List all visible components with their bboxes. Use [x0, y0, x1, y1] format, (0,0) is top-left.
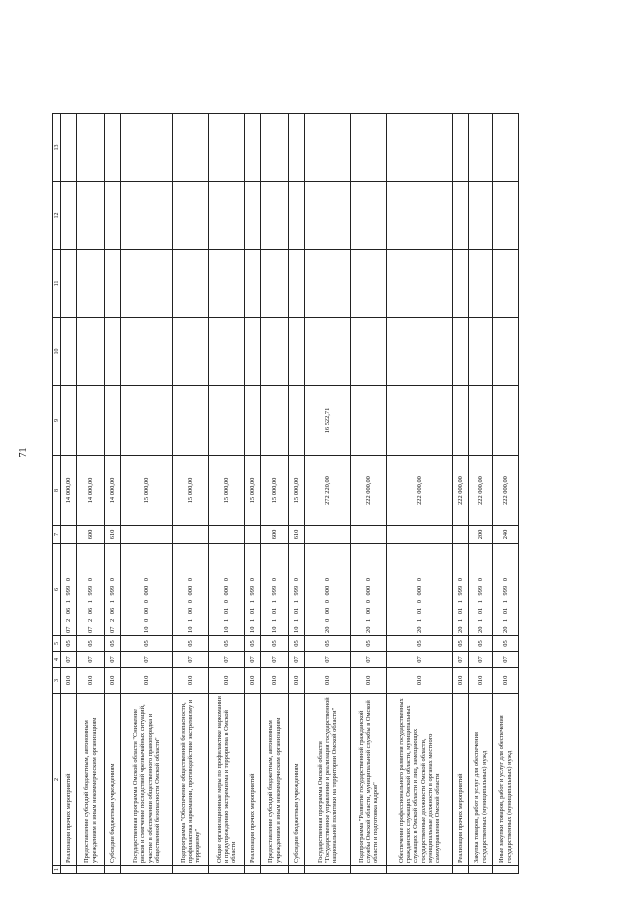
amount-cell: 15 000,00	[121, 456, 173, 526]
cell	[305, 114, 351, 182]
target-code-cell: 20 1 01 0 000 0	[387, 544, 453, 636]
ministry-code-cell: 010	[453, 668, 469, 694]
amount-cell	[261, 386, 289, 456]
cell	[305, 318, 351, 386]
cell	[245, 114, 261, 182]
subsection-cell: 05	[77, 636, 105, 652]
cell	[493, 182, 519, 250]
subsection-cell: 05	[289, 636, 305, 652]
ministry-code-cell: 010	[209, 668, 245, 694]
cell	[105, 318, 121, 386]
cell	[77, 318, 105, 386]
amount-cell	[493, 386, 519, 456]
table-row	[289, 114, 305, 874]
column-number-cell: 6	[53, 544, 61, 636]
amount-cell: 222 000,00	[453, 456, 469, 526]
subsection-cell: 05	[453, 636, 469, 652]
table-row	[173, 114, 209, 874]
cell	[453, 318, 469, 386]
row-label: Закупка товаров, работ и услуг для обеспечения государственных (муниципальных) нужд	[469, 694, 493, 866]
section-cell: 07	[493, 652, 519, 668]
amount-cell: 14 000,00	[61, 456, 77, 526]
row-label: Реализация прочих мероприятий	[61, 694, 77, 866]
cell	[469, 182, 493, 250]
cell	[173, 114, 209, 182]
subsection-cell: 05	[245, 636, 261, 652]
row-label: Реализация прочих мероприятий	[453, 694, 469, 866]
cell	[209, 114, 245, 182]
cell	[387, 318, 453, 386]
cell	[387, 114, 453, 182]
amount-cell	[387, 386, 453, 456]
cell	[469, 250, 493, 318]
ministry-code-cell: 010	[351, 668, 387, 694]
column-number-cell: 7	[53, 526, 61, 544]
expense-type-cell	[453, 526, 469, 544]
cell	[121, 250, 173, 318]
amount-cell	[453, 386, 469, 456]
amount-cell: 16 522,71	[305, 386, 351, 456]
row-label: Субсидии бюджетным учреждениям	[289, 694, 305, 866]
expense-type-cell: 600	[77, 526, 105, 544]
amount-cell: 15 000,00	[209, 456, 245, 526]
cell	[121, 114, 173, 182]
target-code-cell: 20 1 01 1 999 0	[469, 544, 493, 636]
amount-cell: 14 000,00	[77, 456, 105, 526]
target-code-cell: 10 1 00 0 000 0	[173, 544, 209, 636]
table-row	[493, 114, 519, 874]
table-row	[121, 114, 173, 874]
target-code-cell: 10 1 01 0 000 0	[209, 544, 245, 636]
ministry-code-cell: 010	[469, 668, 493, 694]
ministry-code-cell: 010	[261, 668, 289, 694]
cell	[105, 866, 121, 874]
expense-type-cell: 200	[469, 526, 493, 544]
cell	[469, 114, 493, 182]
ministry-code-cell: 010	[173, 668, 209, 694]
cell	[173, 182, 209, 250]
cell	[351, 318, 387, 386]
cell	[351, 182, 387, 250]
cell	[453, 182, 469, 250]
expense-type-cell	[305, 526, 351, 544]
cell	[245, 318, 261, 386]
cell	[305, 182, 351, 250]
section-cell: 07	[209, 652, 245, 668]
amount-cell: 15 000,00	[289, 456, 305, 526]
cell	[209, 182, 245, 250]
target-code-cell: 20 1 01 1 999 0	[493, 544, 519, 636]
cell	[351, 866, 387, 874]
amount-cell: 222 000,00	[469, 456, 493, 526]
cell	[453, 250, 469, 318]
row-label: Иные закупки товаров, работ и услуг для обеспечения государственных (муниципальных) нужд	[493, 694, 519, 866]
target-code-cell: 20 0 00 0 000 0	[305, 544, 351, 636]
cell	[469, 318, 493, 386]
subsection-cell: 05	[173, 636, 209, 652]
cell	[493, 866, 519, 874]
expense-type-cell	[387, 526, 453, 544]
section-cell: 07	[351, 652, 387, 668]
column-number-cell: 11	[53, 250, 61, 318]
cell	[77, 250, 105, 318]
cell	[173, 318, 209, 386]
section-cell: 07	[387, 652, 453, 668]
section-cell: 07	[173, 652, 209, 668]
page-number: 71	[18, 447, 29, 458]
column-number-cell: 3	[53, 668, 61, 694]
cell	[105, 114, 121, 182]
cell	[289, 182, 305, 250]
cell	[289, 318, 305, 386]
ministry-code-cell: 010	[77, 668, 105, 694]
target-code-cell: 10 1 01 1 999 0	[245, 544, 261, 636]
column-number-cell: 9	[53, 386, 61, 456]
expense-type-cell	[209, 526, 245, 544]
ministry-code-cell: 010	[387, 668, 453, 694]
cell	[351, 250, 387, 318]
amount-cell: 15 000,00	[261, 456, 289, 526]
subsection-cell: 05	[261, 636, 289, 652]
amount-cell	[289, 386, 305, 456]
cell	[77, 182, 105, 250]
amount-cell	[209, 386, 245, 456]
cell	[351, 114, 387, 182]
cell	[387, 866, 453, 874]
ministry-code-cell: 010	[121, 668, 173, 694]
target-code-cell: 07 2 06 1 999 0	[77, 544, 105, 636]
cell	[493, 318, 519, 386]
target-code-cell: 20 1 01 1 999 0	[453, 544, 469, 636]
row-label: Предоставление субсидий бюджетным, автономным учреждениям и иным некоммерческим организациям	[77, 694, 105, 866]
target-code-cell: 10 0 00 0 000 0	[121, 544, 173, 636]
subsection-cell: 05	[493, 636, 519, 652]
cell	[245, 182, 261, 250]
cell	[245, 866, 261, 874]
budget-table	[52, 113, 519, 874]
cell	[209, 250, 245, 318]
cell	[493, 114, 519, 182]
section-cell: 07	[77, 652, 105, 668]
expense-type-cell	[245, 526, 261, 544]
row-label: Реализация прочих мероприятий	[245, 694, 261, 866]
cell	[387, 250, 453, 318]
row-label: Общие организационные меры по профилактике наркомании и предупреждению экстремизма и терроризма в Омской области	[209, 694, 245, 866]
expense-type-cell: 600	[261, 526, 289, 544]
amount-cell: 15 000,00	[173, 456, 209, 526]
expense-type-cell: 610	[289, 526, 305, 544]
subsection-cell: 05	[305, 636, 351, 652]
table-row	[351, 114, 387, 874]
cell	[305, 866, 351, 874]
target-code-cell: 07 2 06 1 999 0	[105, 544, 121, 636]
target-code-cell: 10 1 01 1 999 0	[289, 544, 305, 636]
column-number-cell: 5	[53, 636, 61, 652]
cell	[261, 250, 289, 318]
column-number-cell: 8	[53, 456, 61, 526]
section-cell: 07	[261, 652, 289, 668]
cell	[453, 866, 469, 874]
cell	[289, 250, 305, 318]
amount-cell: 222 000,00	[351, 456, 387, 526]
amount-cell	[245, 386, 261, 456]
cell	[105, 250, 121, 318]
section-cell: 07	[469, 652, 493, 668]
table-row	[209, 114, 245, 874]
cell	[209, 866, 245, 874]
subsection-cell: 05	[351, 636, 387, 652]
cell	[61, 250, 77, 318]
amount-cell: 222 000,00	[493, 456, 519, 526]
cell	[105, 182, 121, 250]
cell	[61, 114, 77, 182]
cell	[387, 182, 453, 250]
expense-type-cell	[61, 526, 77, 544]
subsection-cell: 05	[469, 636, 493, 652]
cell	[453, 114, 469, 182]
column-number-cell: 12	[53, 182, 61, 250]
column-number-cell: 4	[53, 652, 61, 668]
cell	[261, 866, 289, 874]
table-row	[105, 114, 121, 874]
cell	[77, 866, 105, 874]
cell	[61, 318, 77, 386]
ministry-code-cell: 010	[289, 668, 305, 694]
amount-cell: 222 000,00	[387, 456, 453, 526]
ministry-code-cell: 010	[305, 668, 351, 694]
column-number-cell: 2	[53, 694, 61, 866]
cell	[121, 318, 173, 386]
cell	[261, 182, 289, 250]
cell	[121, 866, 173, 874]
cell	[173, 250, 209, 318]
column-number-cell: 1	[53, 866, 61, 874]
cell	[305, 250, 351, 318]
section-cell: 07	[289, 652, 305, 668]
table-row	[261, 114, 289, 874]
amount-cell	[61, 386, 77, 456]
expense-type-cell	[351, 526, 387, 544]
expense-type-cell	[173, 526, 209, 544]
row-label: Подпрограмма "Развитие государственной гражданской службы Омской области, муниципальной службы в Омской области и подготовка кадров"	[351, 694, 387, 866]
section-cell: 07	[61, 652, 77, 668]
amount-cell: 272 220,00	[305, 456, 351, 526]
column-number-row	[53, 114, 61, 874]
row-label: Обеспечение профессионального развития государственных гражданских служащих Омской области, муниципальных служащих в Омской области и лиц, замещающих государственные должности Омской области, муниципальные должности в органах местного самоуправления Омской области	[387, 694, 453, 866]
ministry-code-cell: 010	[105, 668, 121, 694]
section-cell: 07	[453, 652, 469, 668]
cell	[289, 866, 305, 874]
cell	[261, 318, 289, 386]
table-row	[245, 114, 261, 874]
row-label: Государственная программа Омской области "Государственное управление и реализация государственной национальной политики на территории Омской области"	[305, 694, 351, 866]
subsection-cell: 05	[387, 636, 453, 652]
expense-type-cell	[121, 526, 173, 544]
table-row	[453, 114, 469, 874]
target-code-cell: 10 1 01 1 999 0	[261, 544, 289, 636]
subsection-cell: 05	[209, 636, 245, 652]
amount-cell	[351, 386, 387, 456]
cell	[209, 318, 245, 386]
cell	[469, 866, 493, 874]
table-row	[387, 114, 453, 874]
cell	[77, 114, 105, 182]
cell	[61, 182, 77, 250]
expense-type-cell: 610	[105, 526, 121, 544]
column-number-cell: 13	[53, 114, 61, 182]
cell	[245, 250, 261, 318]
amount-cell	[105, 386, 121, 456]
cell	[173, 866, 209, 874]
subsection-cell: 05	[105, 636, 121, 652]
row-label: Субсидии бюджетным учреждениям	[105, 694, 121, 866]
ministry-code-cell: 010	[493, 668, 519, 694]
cell	[261, 114, 289, 182]
row-label: Государственная программа Омской области "Снижение рисков и смягчение последствий чрезвычайных ситуаций, участие в обеспечении общественного правопорядка и общественной безопасности Омской области"	[121, 694, 173, 866]
amount-cell	[469, 386, 493, 456]
subsection-cell: 05	[61, 636, 77, 652]
subsection-cell: 05	[121, 636, 173, 652]
row-label: Подпрограмма "Обеспечение общественной безопасности, профилактика наркомании, противодействие экстремизму и терроризму"	[173, 694, 209, 866]
amount-cell	[77, 386, 105, 456]
section-cell: 07	[105, 652, 121, 668]
amount-cell: 14 000,00	[105, 456, 121, 526]
amount-cell: 15 000,00	[245, 456, 261, 526]
table-row	[469, 114, 493, 874]
column-number-cell: 10	[53, 318, 61, 386]
amount-cell	[121, 386, 173, 456]
expense-type-cell: 240	[493, 526, 519, 544]
target-code-cell: 20 1 00 0 000 0	[351, 544, 387, 636]
cell	[289, 114, 305, 182]
cell	[61, 866, 77, 874]
target-code-cell: 07 2 06 1 999 0	[61, 544, 77, 636]
table-row	[77, 114, 105, 874]
table-row	[305, 114, 351, 874]
section-cell: 07	[305, 652, 351, 668]
table-row	[61, 114, 77, 874]
cell	[121, 182, 173, 250]
section-cell: 07	[121, 652, 173, 668]
amount-cell	[173, 386, 209, 456]
ministry-code-cell: 010	[245, 668, 261, 694]
cell	[493, 250, 519, 318]
row-label: Предоставление субсидий бюджетным, автономным учреждениям и иным некоммерческим организациям	[261, 694, 289, 866]
ministry-code-cell: 010	[61, 668, 77, 694]
section-cell: 07	[245, 652, 261, 668]
